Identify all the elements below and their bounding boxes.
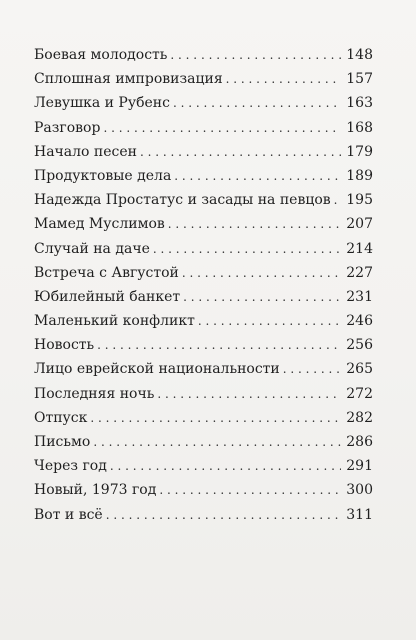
toc-entry-page: 231 <box>346 288 373 305</box>
toc-leader-dots <box>334 188 341 212</box>
toc-entry <box>34 43 373 67</box>
toc-entry <box>34 140 373 164</box>
toc-entry <box>34 309 373 333</box>
toc-entry-page: 163 <box>346 95 373 112</box>
toc-leader-dots <box>174 164 341 188</box>
toc-entry <box>34 212 373 236</box>
toc-entry-page: 265 <box>346 361 373 378</box>
toc-entry-title: Лицо еврейской национальности <box>34 361 280 378</box>
toc-entry-title: Разговор <box>34 119 101 136</box>
toc-entry-page: 214 <box>346 240 373 257</box>
toc-entry <box>34 406 373 430</box>
toc-leader-dots <box>170 43 341 67</box>
toc-entry-title: Новый, 1973 год <box>34 482 157 499</box>
toc-entry <box>34 333 373 357</box>
toc-leader-dots <box>173 91 341 115</box>
toc-leader-dots <box>226 67 341 91</box>
toc-entry-page: 157 <box>346 71 373 88</box>
toc-entry <box>34 261 373 285</box>
toc-entry-page: 300 <box>346 482 373 499</box>
toc-entry-title: Последняя ночь <box>34 385 155 402</box>
toc-entry-page: 256 <box>346 337 373 354</box>
toc-entry-title: Через год <box>34 458 107 475</box>
toc-entry <box>34 478 373 502</box>
toc-entry-page: 148 <box>346 47 373 63</box>
toc-entry-page: 272 <box>346 385 373 402</box>
toc-entry-title: Письмо <box>34 434 91 450</box>
toc-entry-title: Начало песен <box>34 143 138 160</box>
toc-entry <box>34 454 373 478</box>
toc-entry <box>34 116 373 140</box>
toc-leader-dots <box>198 309 341 333</box>
toc-leader-dots <box>159 478 341 502</box>
toc-entry-page: 286 <box>346 434 373 450</box>
toc-leader-dots <box>183 285 341 309</box>
toc-entry-page: 227 <box>346 264 373 281</box>
toc-leader-dots <box>110 454 341 478</box>
table-of-contents <box>34 43 373 527</box>
toc-entry-title: Левушка и Рубенс <box>34 95 170 112</box>
toc-entry <box>34 285 373 309</box>
toc-entry <box>34 357 373 381</box>
toc-leader-dots <box>97 333 341 357</box>
toc-entry-title: Маленький конфликт <box>34 313 195 330</box>
toc-leader-dots <box>153 237 341 261</box>
toc-entry-title: Мамед Муслимов <box>34 216 165 233</box>
toc-leader-dots <box>283 357 341 381</box>
toc-entry <box>34 503 373 527</box>
toc-leader-dots <box>182 261 341 285</box>
toc-entry <box>34 91 373 115</box>
toc-entry-title: Сплошная импровизация <box>34 71 223 88</box>
toc-entry <box>34 382 373 406</box>
toc-leader-dots <box>157 382 341 406</box>
toc-entry <box>34 237 373 261</box>
toc-entry-title: Отпуск <box>34 409 88 426</box>
toc-leader-dots <box>93 430 341 454</box>
toc-entry-title: Юбилейный банкет <box>34 288 181 305</box>
toc-entry-page: 311 <box>346 506 373 523</box>
toc-entry-title: Новость <box>34 337 95 354</box>
toc-entry <box>34 430 373 454</box>
toc-leader-dots <box>140 140 341 164</box>
toc-leader-dots <box>168 212 341 236</box>
toc-entry-page: 207 <box>346 216 373 233</box>
toc-entry-title: Случай на даче <box>34 240 150 257</box>
toc-leader-dots <box>103 116 341 140</box>
toc-entry-page: 291 <box>346 458 373 475</box>
toc-entry <box>34 188 373 212</box>
toc-entry-title: Надежда Простатус и засады на певцов <box>34 192 331 209</box>
toc-entry-title: Вот и всё <box>34 506 103 523</box>
toc-leader-dots <box>106 503 341 527</box>
toc-entry-page: 179 <box>346 143 373 160</box>
toc-entry-page: 189 <box>346 167 373 184</box>
toc-entry-page: 282 <box>346 409 373 426</box>
toc-entry-page: 168 <box>346 119 373 136</box>
toc-entry <box>34 67 373 91</box>
toc-entry <box>34 164 373 188</box>
toc-entry-title: Боевая молодость <box>34 47 168 63</box>
toc-entry-title: Встреча с Августой <box>34 264 179 281</box>
toc-entry-title: Продуктовые дела <box>34 167 172 184</box>
toc-leader-dots <box>90 406 341 430</box>
toc-entry-page: 246 <box>346 313 373 330</box>
toc-entry-page: 195 <box>346 192 373 209</box>
